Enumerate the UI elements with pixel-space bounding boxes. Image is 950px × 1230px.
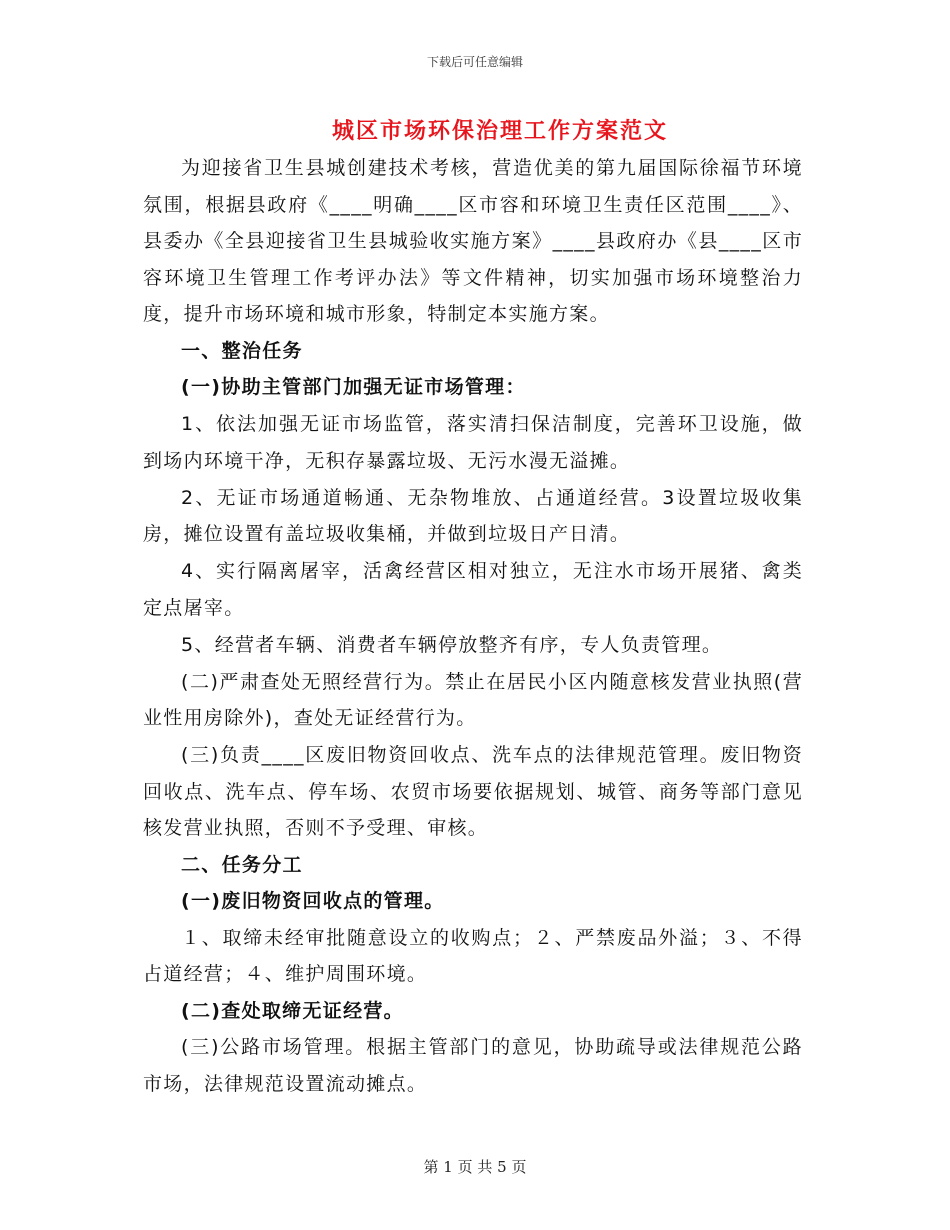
subsection-heading-2-1: (一)废旧物资回收点的管理。 (181, 890, 445, 912)
section-heading-1: 一、整治任务 (181, 339, 303, 362)
list-item-5: 5、经营者车辆、消费者车辆停放整齐有序，专人负责管理。 (181, 633, 723, 656)
document-body (143, 150, 803, 1102)
subsection-paragraph-2-3: (三)公路市场管理。根据主管部门的意见，协助疏导或法律规范公路市场，法律规范设置流动摊点。 (143, 1036, 803, 1095)
section-heading-2: 二、任务分工 (181, 853, 303, 876)
document-title: 城区市场环保治理工作方案范文 (331, 119, 668, 144)
subsection-heading-2-2: (二)查处取缔无证经营。 (181, 999, 404, 1022)
subsection-paragraph-1-2: (二)严肃查处无照经营行为。禁止在居民小区内随意核发营业执照(营业性用房除外)，查处无证经营行为。 (143, 670, 803, 729)
header-note: 下载后可任意编辑 (426, 55, 523, 69)
list-paragraph-2-1: １、取缔未经审批随意设立的收购点；２、严禁废品外溢；３、不得占道经营；４、维护周围环境。 (143, 926, 803, 985)
list-item-2: 2、无证市场通道畅通、无杂物堆放、占通道经营。3设置垃圾收集房，摊位设置有盖垃圾收集桶，并做到垃圾日产日清。 (143, 486, 803, 545)
list-item-1: 1、依法加强无证市场监管，落实清扫保洁制度，完善环卫设施，做到场内环境干净，无积存暴露垃圾、无污水漫无溢摊。 (143, 413, 803, 472)
subsection-paragraph-1-3: (三)负责____区废旧物资回收点、洗车点的法律规范管理。废旧物资回收点、洗车点、停车场、农贸市场要依据规划、城管、商务等部门意见核发营业执照，否则不予受理、审核。 (143, 744, 803, 839)
intro-paragraph: 为迎接省卫生县城创建技术考核，营造优美的第九届国际徐福节环境氛围，根据县政府《____明确____区市容和环境卫生责任区范围____》、县委办《全县迎接省卫生县城验收实施方案》____县政府办《县____区市容环境卫生管理工作考评办法》等文件精神，切实加强市场环境整治力度，提升市场环境和城市形象，特制定本实施方案。 (143, 157, 803, 325)
list-item-4: 4、实行隔离屠宰，活禽经营区相对独立，无注水市场开展猪、禽类定点屠宰。 (143, 560, 803, 619)
subsection-heading-1-1: (一)协助主管部门加强无证市场管理： (181, 376, 526, 398)
page-footer: 第 1 页 共 5 页 (423, 1158, 527, 1176)
